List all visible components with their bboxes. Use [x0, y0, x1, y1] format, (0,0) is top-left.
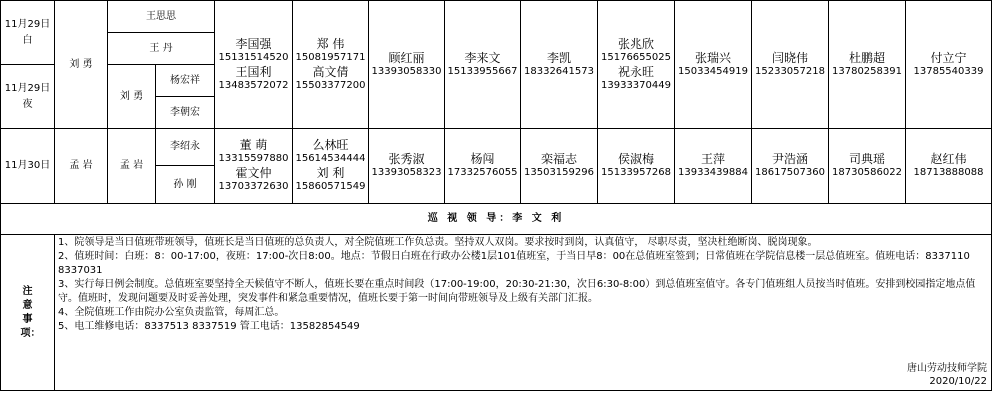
staff-pair: 董 萌 13315597880 霍文仲 13703372630 — [215, 129, 293, 204]
staff-cell: 赵红伟 18713888088 — [906, 129, 992, 204]
staff-cell: 栾福志 13503159296 — [521, 129, 598, 204]
staff-cell: 张瑞兴 15033454919 — [675, 1, 752, 129]
duty-name: 孙 刚 — [156, 166, 215, 204]
duty-name: 王思思 — [108, 1, 215, 33]
staff-cell: 侯淑梅 15133957268 — [598, 129, 675, 204]
staff-pair: 么林旺 15614534444 刘 利 15860571549 — [293, 129, 369, 204]
date-label: 11月29日白 — [1, 1, 55, 65]
note-item: 1、院领导是当日值班带班领导，值班长是当日值班的总负责人，对全院值班工作负总责。坚持双人双岗。要求按时到岗，认真值守， 尽职尽责，坚决杜绝断岗、脱岗现象。 — [58, 237, 818, 248]
staff-cell: 司典瑶 18730586022 — [829, 129, 906, 204]
table-row — [1, 129, 992, 166]
duty-name: 李朝宏 — [156, 97, 215, 129]
duty-name: 杨宏祥 — [156, 65, 215, 97]
notes-label: 注意事项： — [1, 235, 55, 391]
sign-org: 唐山劳动技师学院 — [907, 363, 987, 374]
duty-name: 李绍永 — [156, 129, 215, 166]
staff-cell: 李来文 15133955667 — [445, 1, 521, 129]
sub-leader-name: 刘 勇 — [108, 65, 156, 129]
staff-cell: 顾红丽 13393058330 — [369, 1, 445, 129]
leader-name: 孟 岩 — [55, 129, 108, 204]
staff-cell: 尹浩涵 18617507360 — [752, 129, 829, 204]
note-item: 5、电工维修电话：8337513 8337519 管工电话：13582854549 — [58, 321, 360, 332]
staff-cell: 李凯 18332641573 — [521, 1, 598, 129]
staff-cell: 闫晓伟 15233057218 — [752, 1, 829, 129]
signature-block — [907, 362, 987, 388]
staff-cell: 杜鹏超 13780258391 — [829, 1, 906, 129]
note-item: 3、实行每日例会制度。总值班室要坚持全天候值守不断人，值班长要在重点时间段（17:00-19:00，20:30-21:30，次日6:30-8:00）到总值班室值守。各专门值班组人员按当时值班。安排到校园指定地点值守。值班时，发现问题要及时妥善处理，突发事件和紧急重要情况，值班长要于第一时间向带班领导及上级有关部门汇报。 — [58, 279, 976, 304]
staff-cell: 杨闯 17332576055 — [445, 129, 521, 204]
staff-cell: 张秀淑 13393058323 — [369, 129, 445, 204]
sub-leader-name: 孟 岩 — [108, 129, 156, 204]
staff-pair: 李国强 15131514520 王国利 13483572072 — [215, 1, 293, 129]
leader-name: 刘 勇 — [55, 1, 108, 129]
staff-cell: 付立宁 13785540339 — [906, 1, 992, 129]
note-item: 4、全院值班工作由院办公室负责监管，每周汇总。 — [58, 307, 285, 318]
staff-cell: 王萍 13933439884 — [675, 129, 752, 204]
date-label: 11月29日夜 — [1, 65, 55, 129]
note-item: 2、值班时间：白班：8：00-17:00，夜班：17:00-次日8:00。地点：节假日白班在行政办公楼1层101值班室，于当日早8：00在总值班室签到；日常值班在学院信息楼一层总值班室。值班电话：8337110 8337031 — [58, 251, 970, 276]
duty-name: 王 丹 — [108, 33, 215, 65]
table-row — [1, 204, 992, 235]
table-row — [1, 235, 992, 391]
staff-pair: 张兆欣 15176655025 祝永旺 13933370449 — [598, 1, 675, 129]
sign-date: 2020/10/22 — [929, 376, 987, 387]
patrol-leader: 巡 视 领 导：李 文 利 — [1, 204, 992, 235]
table-row — [1, 1, 992, 33]
staff-pair: 郑 伟 15081957171 高文倩 15503377200 — [293, 1, 369, 129]
notes-body — [55, 235, 992, 391]
date-label: 11月30日 — [1, 129, 55, 204]
